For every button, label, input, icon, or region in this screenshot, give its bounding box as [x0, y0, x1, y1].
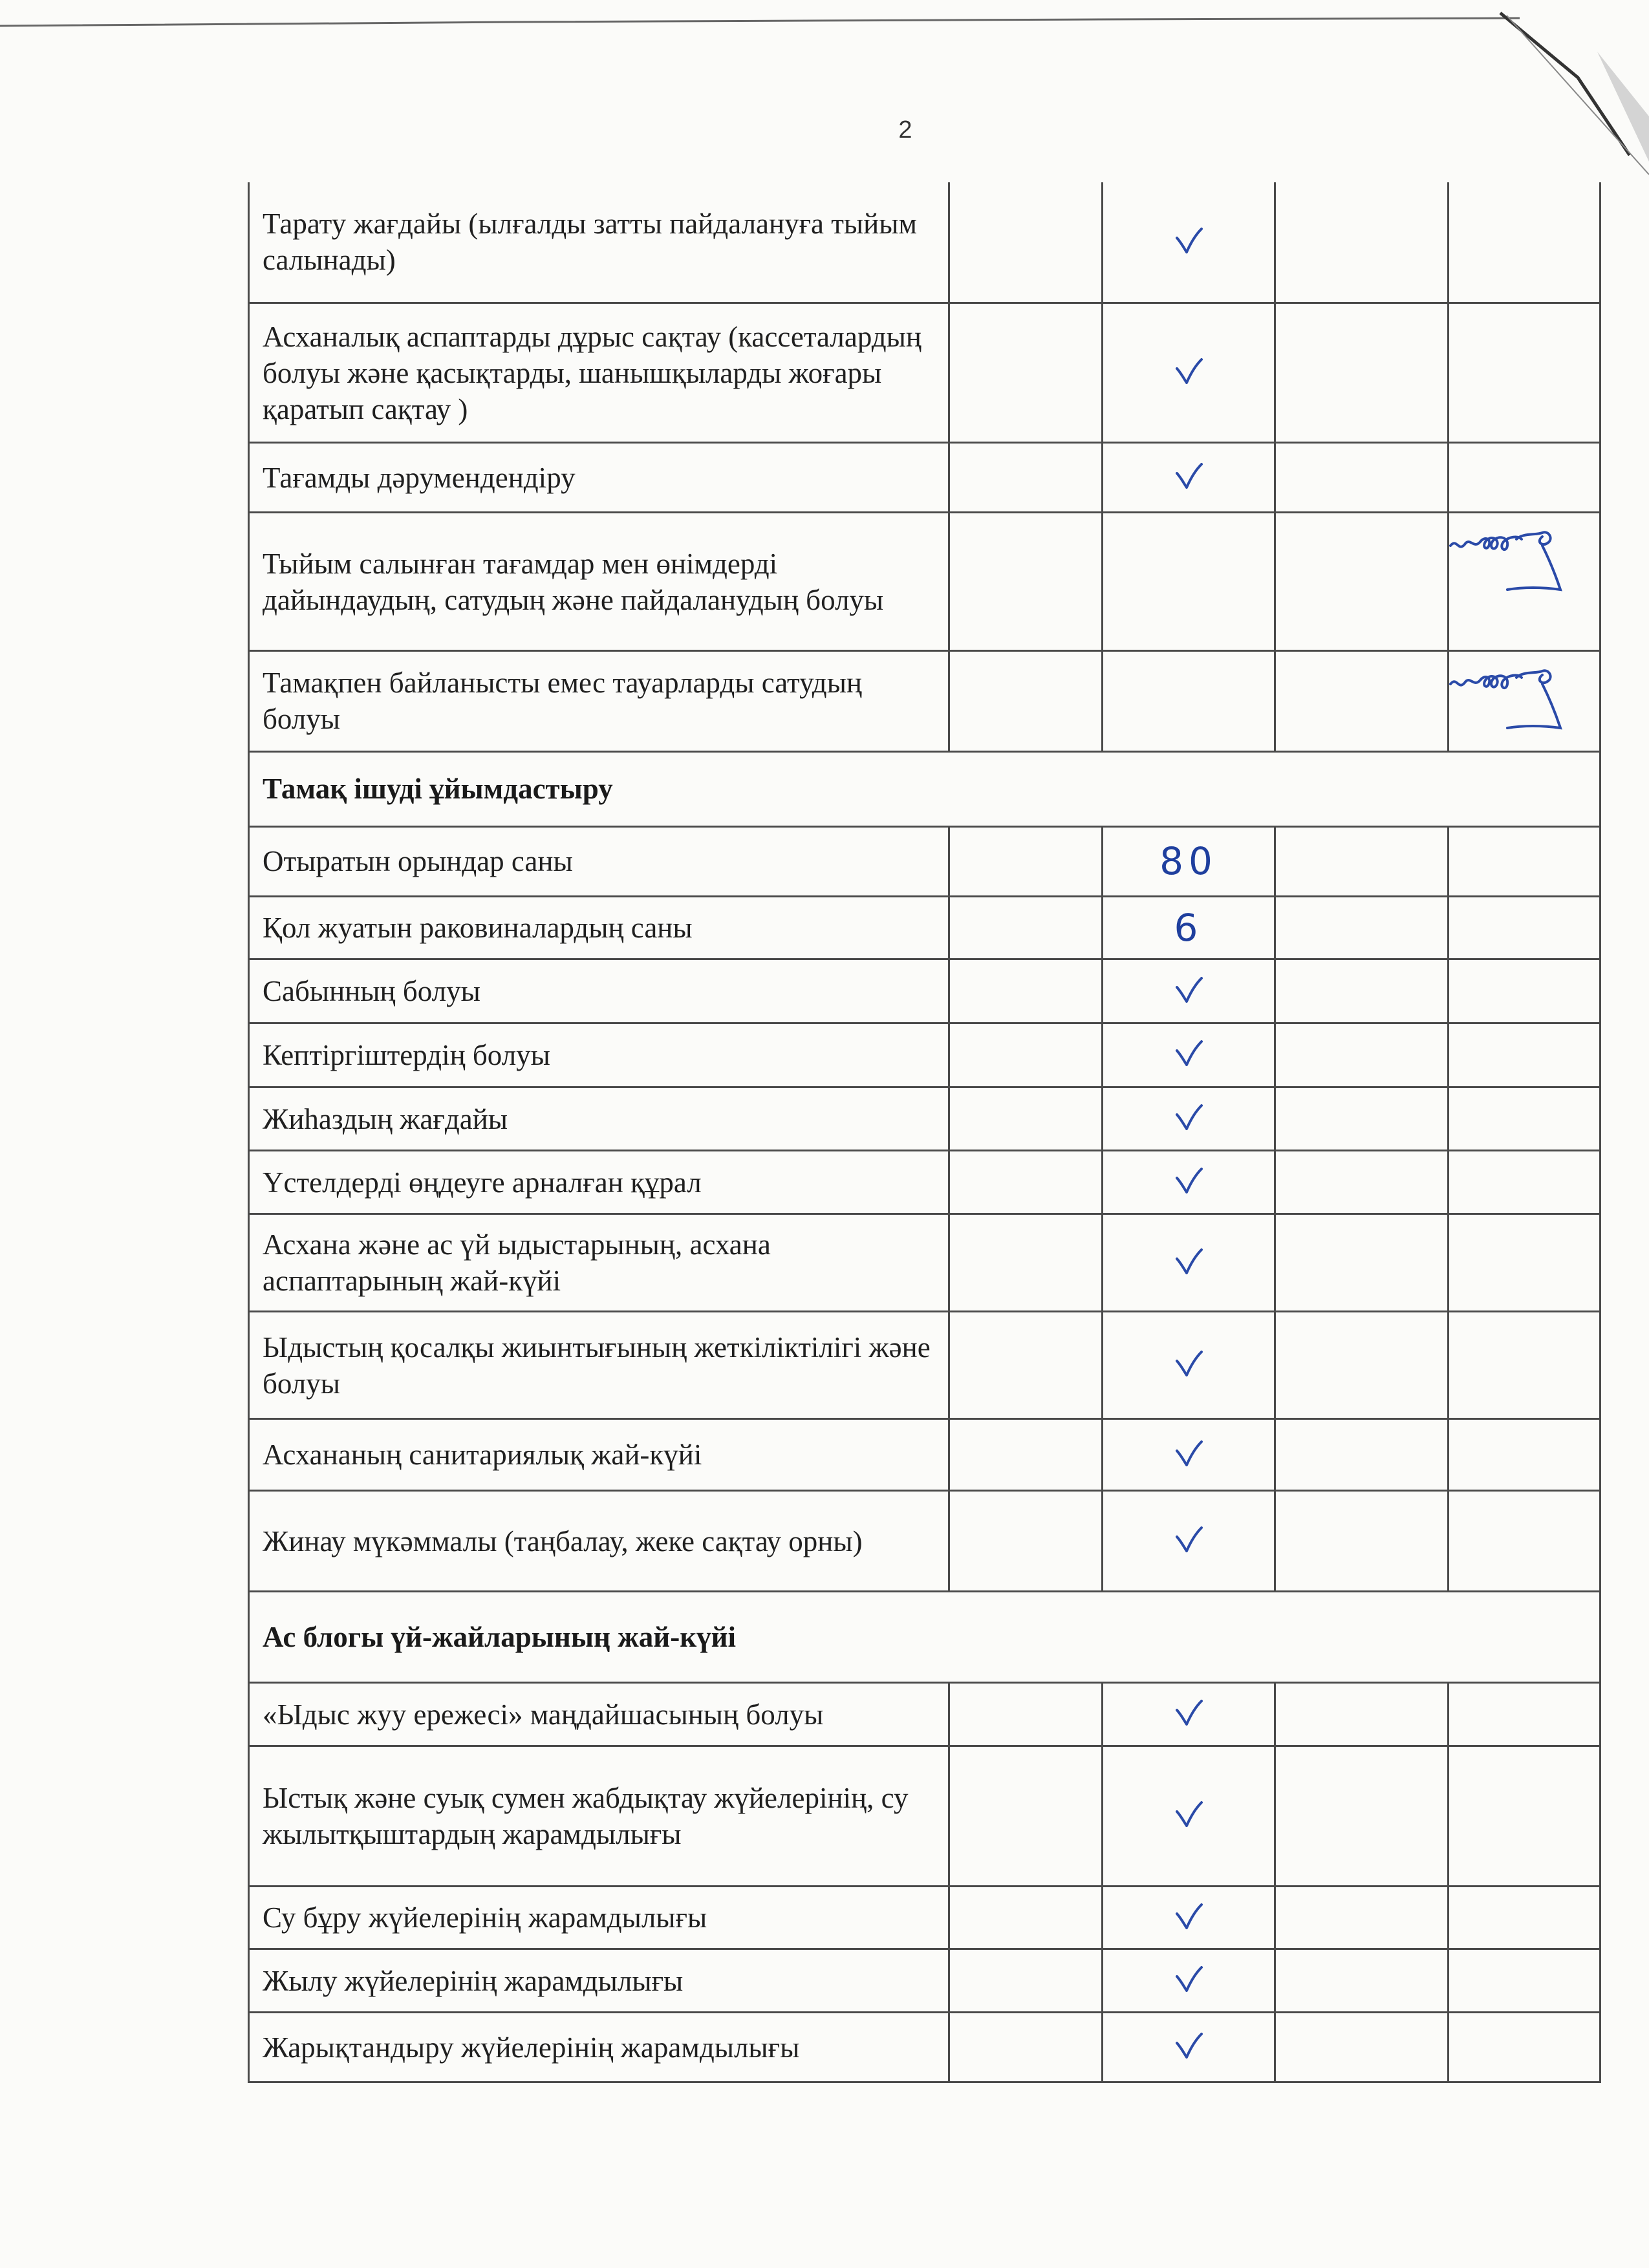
- mark-cell-col-3: [1275, 1949, 1449, 2013]
- mark-cell-col-1: [949, 959, 1103, 1023]
- handwritten-check-icon: [1174, 357, 1203, 385]
- mark-cell-col-3: [1275, 1151, 1449, 1214]
- mark-cell-col-1: [949, 513, 1103, 651]
- mark-cell-col-2: [1103, 1949, 1275, 2013]
- mark-cell-col-4: [1449, 650, 1600, 751]
- table-row: [249, 1683, 1600, 1746]
- checklist-table: [248, 182, 1601, 2083]
- row-label: Сабынның болуы: [249, 959, 949, 1023]
- mark-cell-col-2: [1103, 896, 1275, 959]
- handwritten-note-mark: [1445, 520, 1594, 597]
- mark-cell-col-4: [1449, 2013, 1600, 2082]
- table-row: [249, 1419, 1600, 1491]
- mark-cell-col-3: [1275, 513, 1449, 651]
- mark-cell-col-3: [1275, 443, 1449, 513]
- row-label: Су бұру жүйелерінің жарамдылығы: [249, 1886, 949, 1949]
- mark-cell-col-3: [1275, 959, 1449, 1023]
- mark-cell-col-2: [1103, 1087, 1275, 1151]
- handwritten-check-icon: [1174, 1800, 1203, 1828]
- mark-cell-col-2: [1103, 1491, 1275, 1592]
- mark-cell-col-4: [1449, 1746, 1600, 1887]
- mark-cell-col-3: [1275, 1886, 1449, 1949]
- mark-cell-col-1: [949, 1886, 1103, 1949]
- handwritten-check-icon: [1174, 462, 1203, 490]
- folded-corner-mark: [0, 0, 1649, 194]
- mark-cell-col-3: [1275, 303, 1449, 443]
- table-row: [249, 1023, 1600, 1087]
- mark-cell-col-4: [1449, 1419, 1600, 1491]
- mark-cell-col-2: [1103, 1023, 1275, 1087]
- row-label: Асхананың санитариялық жай-күйі: [249, 1419, 949, 1491]
- row-label: Ыдыстың қосалқы жиынтығының жеткіліктілігі және болуы: [249, 1312, 949, 1419]
- mark-cell-col-3: [1275, 1746, 1449, 1887]
- mark-cell-col-3: [1275, 1683, 1449, 1746]
- table-row: [249, 1312, 1600, 1419]
- mark-cell-col-1: [949, 1023, 1103, 1087]
- section-row: [249, 751, 1600, 826]
- mark-cell-col-4: [1449, 896, 1600, 959]
- mark-cell-col-3: [1275, 1087, 1449, 1151]
- mark-cell-col-2: [1103, 182, 1275, 303]
- mark-cell-col-3: [1275, 650, 1449, 751]
- mark-cell-col-1: [949, 826, 1103, 896]
- table-row: [249, 443, 1600, 513]
- mark-cell-col-3: [1275, 1214, 1449, 1312]
- table-row: [249, 1949, 1600, 2013]
- mark-cell-col-3: [1275, 826, 1449, 896]
- mark-cell-col-1: [949, 2013, 1103, 2082]
- mark-cell-col-2: [1103, 1419, 1275, 1491]
- handwritten-check-icon: [1174, 1349, 1203, 1378]
- mark-cell-col-1: [949, 303, 1103, 443]
- page-number: 2: [898, 116, 912, 144]
- row-label: Жарықтандыру жүйелерінің жарамдылығы: [249, 2013, 949, 2082]
- mark-cell-col-4: [1449, 1886, 1600, 1949]
- mark-cell-col-1: [949, 1683, 1103, 1746]
- row-label: Жиһаздың жағдайы: [249, 1087, 949, 1151]
- handwritten-check-icon: [1174, 976, 1203, 1004]
- table-row: [249, 896, 1600, 959]
- handwritten-check-icon: [1174, 226, 1203, 255]
- table-row: [249, 2013, 1600, 2082]
- handwritten-check-icon: [1174, 1902, 1203, 1931]
- mark-cell-col-2: [1103, 1746, 1275, 1887]
- row-label: Асхана және ас үй ыдыстарының, асхана аспаптарының жай-күйі: [249, 1214, 949, 1312]
- mark-cell-col-1: [949, 1312, 1103, 1419]
- mark-cell-col-4: [1449, 513, 1600, 651]
- handwritten-check-icon: [1174, 1525, 1203, 1554]
- table-row: [249, 1151, 1600, 1214]
- scan-top-edge-line: [0, 0, 1649, 39]
- mark-cell-col-2: [1103, 1151, 1275, 1214]
- mark-cell-col-3: [1275, 896, 1449, 959]
- section-row: [249, 1592, 1600, 1683]
- mark-cell-col-2: [1103, 513, 1275, 651]
- mark-cell-col-3: [1275, 1419, 1449, 1491]
- table-row: [249, 826, 1600, 896]
- mark-cell-col-1: [949, 1151, 1103, 1214]
- handwritten-check-icon: [1174, 1103, 1203, 1131]
- mark-cell-col-4: [1449, 182, 1600, 303]
- table-row: [249, 1087, 1600, 1151]
- mark-cell-col-1: [949, 1491, 1103, 1592]
- handwritten-check-icon: [1174, 1698, 1203, 1727]
- mark-cell-col-3: [1275, 1312, 1449, 1419]
- row-label: Жинау мүкәммалы (таңбалау, жеке сақтау орны): [249, 1491, 949, 1592]
- mark-cell-col-2: [1103, 959, 1275, 1023]
- handwritten-note-mark: [1445, 658, 1594, 736]
- row-label: Тағамды дәрумендендіру: [249, 443, 949, 513]
- handwritten-check-icon: [1174, 2031, 1203, 2060]
- mark-cell-col-2: [1103, 1214, 1275, 1312]
- mark-cell-col-3: [1275, 2013, 1449, 2082]
- handwritten-check-icon: [1174, 1965, 1203, 1993]
- mark-cell-col-4: [1449, 303, 1600, 443]
- handwritten-check-icon: [1174, 1039, 1203, 1067]
- mark-cell-col-2: [1103, 443, 1275, 513]
- row-label: Тамақпен байланысты емес тауарларды сатудың болуы: [249, 650, 949, 751]
- mark-cell-col-2: [1103, 826, 1275, 896]
- row-label: Кептіргіштердің болуы: [249, 1023, 949, 1087]
- row-label: «Ыдыс жуу ережесі» маңдайшасының болуы: [249, 1683, 949, 1746]
- mark-cell-col-4: [1449, 1683, 1600, 1746]
- mark-cell-col-1: [949, 1087, 1103, 1151]
- handwritten-number: 6: [1174, 905, 1203, 950]
- mark-cell-col-4: [1449, 1023, 1600, 1087]
- mark-cell-col-3: [1275, 1023, 1449, 1087]
- checklist-sheet: [248, 182, 1599, 2083]
- mark-cell-col-2: [1103, 1683, 1275, 1746]
- mark-cell-col-3: [1275, 1491, 1449, 1592]
- handwritten-check-icon: [1174, 1439, 1203, 1468]
- mark-cell-col-4: [1449, 1151, 1600, 1214]
- table-row: [249, 513, 1600, 651]
- row-label: Тарату жағдайы (ылғалды затты пайдалануға тыйым салынады): [249, 182, 949, 303]
- mark-cell-col-4: [1449, 443, 1600, 513]
- row-label: Асханалық аспаптарды дұрыс сақтау (кассеталардың болуы және қасықтарды, шанышқыларды жоғары қаратып сақтау ): [249, 303, 949, 443]
- mark-cell-col-1: [949, 182, 1103, 303]
- mark-cell-col-1: [949, 443, 1103, 513]
- table-row: [249, 182, 1600, 303]
- mark-cell-col-2: [1103, 1886, 1275, 1949]
- table-row: [249, 1886, 1600, 1949]
- row-label: Қол жуатын раковиналардың саны: [249, 896, 949, 959]
- mark-cell-col-4: [1449, 1491, 1600, 1592]
- table-row: [249, 1214, 1600, 1312]
- mark-cell-col-4: [1449, 1214, 1600, 1312]
- mark-cell-col-1: [949, 1949, 1103, 2013]
- mark-cell-col-1: [949, 1214, 1103, 1312]
- section-title: Тамақ ішуді ұйымдастыру: [249, 751, 1600, 826]
- mark-cell-col-1: [949, 896, 1103, 959]
- mark-cell-col-4: [1449, 1312, 1600, 1419]
- mark-cell-col-1: [949, 1746, 1103, 1887]
- section-title: Ас блогы үй-жайларының жай-күйі: [249, 1592, 1600, 1683]
- mark-cell-col-4: [1449, 1087, 1600, 1151]
- row-label: Жылу жүйелерінің жарамдылығы: [249, 1949, 949, 2013]
- checklist-rows: [249, 182, 1600, 2082]
- row-label: Ыстық және суық сумен жабдықтау жүйелерінің, су жылытқыштардың жарамдылығы: [249, 1746, 949, 1887]
- row-label: Үстелдерді өңдеуге арналған құрал: [249, 1151, 949, 1214]
- mark-cell-col-4: [1449, 1949, 1600, 2013]
- mark-cell-col-1: [949, 650, 1103, 751]
- mark-cell-col-2: [1103, 2013, 1275, 2082]
- mark-cell-col-2: [1103, 303, 1275, 443]
- mark-cell-col-4: [1449, 826, 1600, 896]
- table-row: [249, 1746, 1600, 1887]
- table-row: [249, 1491, 1600, 1592]
- mark-cell-col-4: [1449, 959, 1600, 1023]
- table-row: [249, 303, 1600, 443]
- mark-cell-col-2: [1103, 650, 1275, 751]
- handwritten-number: 80: [1159, 839, 1218, 884]
- handwritten-check-icon: [1174, 1166, 1203, 1195]
- mark-cell-col-3: [1275, 182, 1449, 303]
- row-label: Отыратын орындар саны: [249, 826, 949, 896]
- mark-cell-col-2: [1103, 1312, 1275, 1419]
- handwritten-check-icon: [1174, 1247, 1203, 1276]
- mark-cell-col-1: [949, 1419, 1103, 1491]
- row-label: Тыйым салынған тағамдар мен өнімдерді дайындаудың, сатудың және пайдаланудың болуы: [249, 513, 949, 651]
- table-row: [249, 650, 1600, 751]
- table-row: [249, 959, 1600, 1023]
